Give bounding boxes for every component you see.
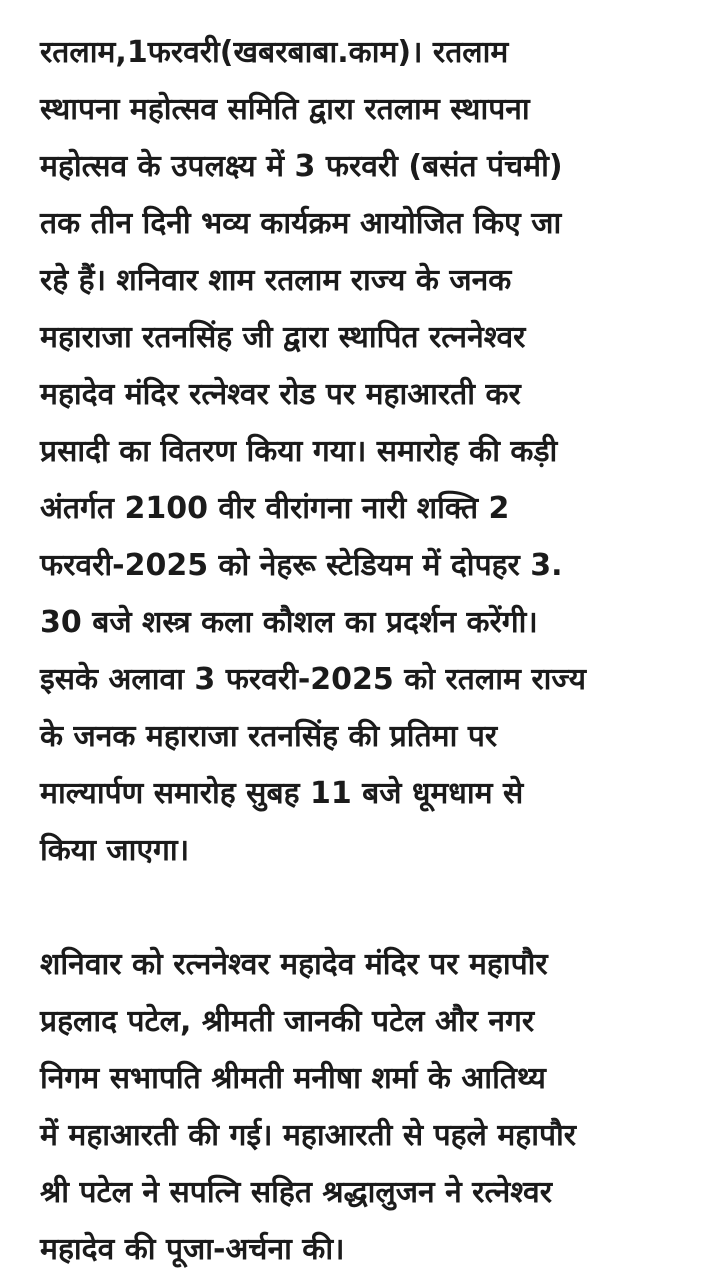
text-line: प्रसादी का वितरण किया गया। समारोह की कड़ी [40,434,558,469]
text-line: श्री पटेल ने सपत्नि सहित श्रद्धालुजन ने रत्नेश्वर [40,1175,553,1210]
text-line: तक तीन दिनी भव्य कार्यक्रम आयोजित किए जा [40,206,562,241]
text-line: में महाआरती की गई। महाआरती से पहले महापौर [40,1118,577,1153]
text-line: फरवरी-2025 को नेहरू स्टेडियम में दोपहर 3. [40,548,563,583]
text-line: महादेव की पूजा-अर्चना की। [40,1232,345,1267]
text-line: इसके अलावा 3 फरवरी-2025 को रतलाम राज्य [40,662,586,697]
text-line: महोत्सव के उपलक्ष्य में 3 फरवरी (बसंत पंचमी) [40,149,563,184]
text-line: निगम सभापति श्रीमती मनीषा शर्मा के आतिथ्य [40,1061,546,1096]
text-line: 30 बजे शस्त्र कला कौशल का प्रदर्शन करेंगी। [40,605,538,640]
article-body [40,24,700,1278]
text-line: किया जाएगा। [40,833,190,868]
text-line: महाराजा रतनसिंह जी द्वारा स्थापित रत्ननेश्वर [40,320,526,355]
paragraph-1 [40,24,700,879]
text-line: प्रहलाद पटेल, श्रीमती जानकी पटेल और नगर [40,1004,535,1039]
text-line: माल्यार्पण समारोह सुबह 11 बजे धूमधाम से [40,776,524,811]
text-line: महादेव मंदिर रत्नेश्वर रोड पर महाआरती कर [40,377,521,412]
paragraph-spacer [40,879,700,936]
text-line: रतलाम,1फरवरी(खबरबाबा.काम)। रतलाम [40,35,509,70]
text-line: शनिवार को रत्ननेश्वर महादेव मंदिर पर महापौर [40,947,548,982]
text-line: के जनक महाराजा रतनसिंह की प्रतिमा पर [40,719,498,754]
paragraph-2 [40,936,700,1278]
text-line: अंतर्गत 2100 वीर वीरांगना नारी शक्ति 2 [40,491,510,526]
text-line: स्थापना महोत्सव समिति द्वारा रतलाम स्थापना [40,92,530,127]
text-line: रहे हैं। शनिवार शाम रतलाम राज्य के जनक [40,263,512,298]
